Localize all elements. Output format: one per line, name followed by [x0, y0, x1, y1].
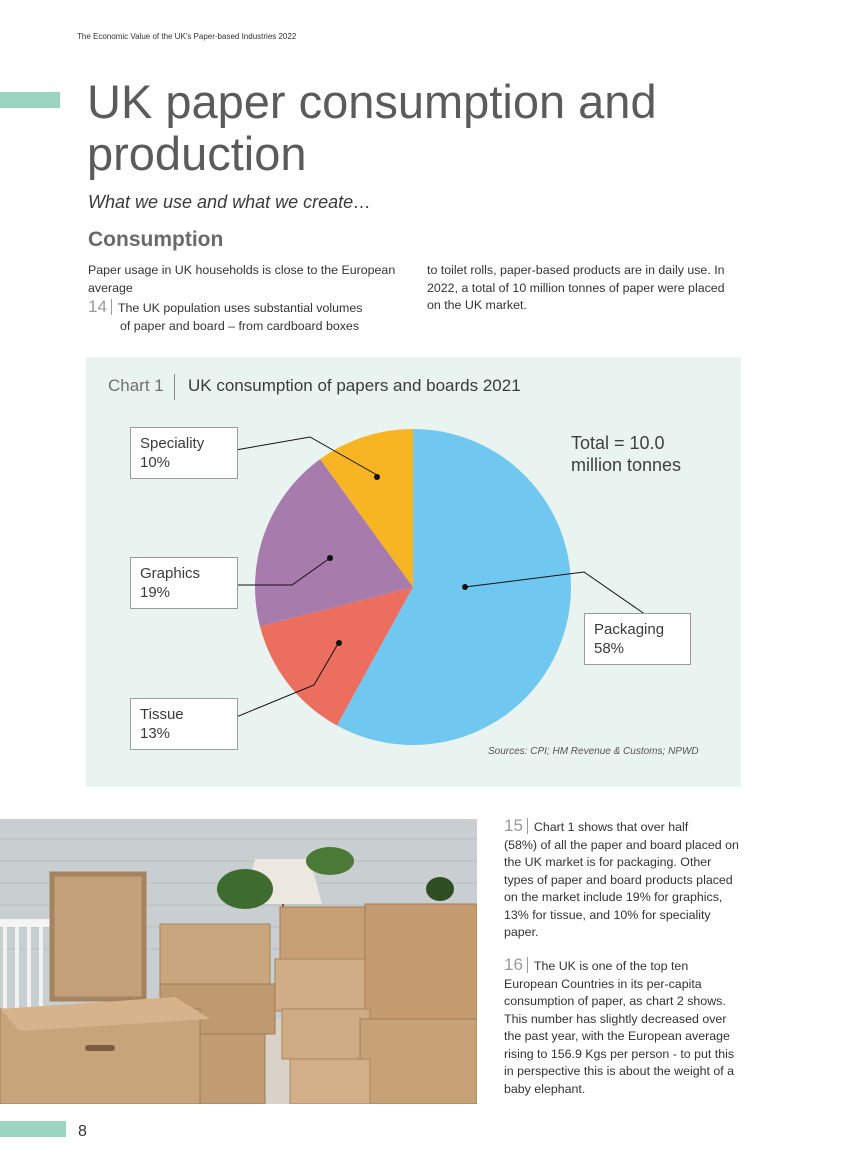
- running-head: The Economic Value of the UK's Paper-based Industries 2022: [77, 32, 297, 41]
- paragraph-16: [504, 957, 742, 1098]
- section-heading: Consumption: [88, 228, 224, 251]
- label-percent: 10%: [140, 454, 171, 471]
- moving-boxes-photo: [0, 819, 477, 1104]
- paragraph-text: The UK is one of the top ten: [533, 959, 689, 973]
- label-tissue: [130, 698, 238, 750]
- label-name: Tissue: [140, 706, 184, 723]
- label-name: Graphics: [140, 565, 201, 582]
- paragraph-text: of paper and board – from cardboard boxes: [120, 318, 360, 333]
- label-speciality: [130, 427, 238, 479]
- accent-bar: [0, 92, 60, 108]
- label-percent: 13%: [140, 725, 171, 742]
- paragraph-15: [504, 818, 742, 942]
- intro-lead: Paper usage in UK households is close to the European average: [88, 263, 396, 295]
- label-name: Packaging: [594, 621, 665, 638]
- chart-title: UK consumption of papers and boards 2021: [188, 376, 521, 395]
- paragraph-14-continued: to toilet rolls, paper-based products are in daily use. In 2022, a total of 10 million tonnes of paper were placed on the UK market.: [427, 263, 725, 312]
- paragraph-number: 16: [504, 957, 528, 973]
- label-name: Speciality: [140, 435, 205, 452]
- paragraph-14: [88, 299, 398, 335]
- paragraph-text: The UK population uses substantial volumes: [117, 301, 363, 315]
- leader-dot: [336, 640, 342, 646]
- paragraph-number: 15: [504, 818, 528, 834]
- label-packaging: [584, 613, 691, 665]
- chart-label: Chart 1: [108, 376, 164, 395]
- total-unit: million tonnes: [571, 455, 682, 475]
- label-percent: 58%: [594, 640, 625, 657]
- paragraph-text: Chart 1 shows that over half: [533, 820, 689, 834]
- leader-dot: [462, 584, 468, 590]
- paragraph-text: (58%) of all the paper and board placed on the UK market is for packaging. Other types of paper and board products placed on the market include 19% for graphics, 13% for tissue, and 10% for speciality paper.: [504, 837, 739, 939]
- total-value: Total = 10.0: [571, 433, 665, 453]
- label-percent: 19%: [140, 584, 171, 601]
- label-graphics: [130, 557, 238, 609]
- subtitle: What we use and what we create…: [88, 192, 372, 212]
- footer-accent-bar: [0, 1121, 66, 1137]
- page-number: 8: [78, 1123, 87, 1140]
- chart-divider: [174, 374, 175, 400]
- leader-dot: [374, 474, 380, 480]
- page-title: UK paper consumption and production: [87, 75, 657, 180]
- paragraph-text: European Countries in its per-capita consumption of paper, as chart 2 shows. This number has slightly decreased over the past year, with the European average rising to 156.9 Kgs per person - to put this in perspective this is about the weight of a baby elephant.: [504, 976, 735, 1096]
- leader-dot: [327, 555, 333, 561]
- paragraph-number: 14: [88, 299, 112, 315]
- chart-source: Sources: CPI; HM Revenue & Customs; NPWD: [488, 746, 699, 757]
- chart-total: [571, 432, 681, 476]
